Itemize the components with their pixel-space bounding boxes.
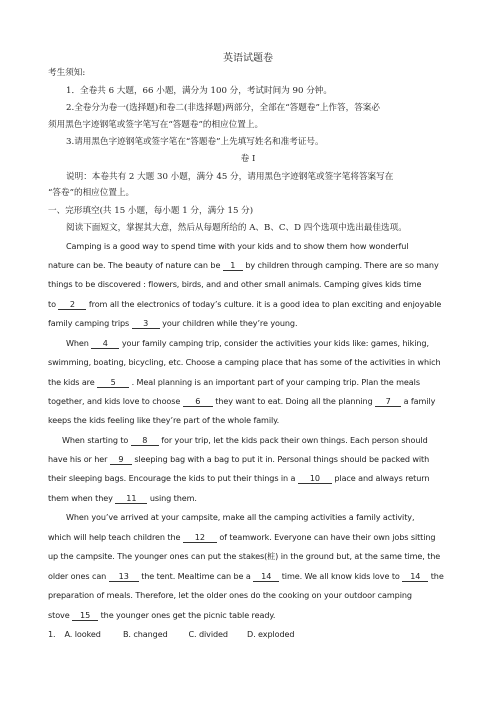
- notice-line-4: 3.请用黑色字迹钢笔或签字笔在“答题卷”上先填写姓名和准考证号。: [66, 137, 324, 147]
- blank-8: 8: [131, 435, 159, 446]
- blank-3: 3: [132, 318, 160, 329]
- notice-line-2: 2.全卷分为卷一(选择题)和卷二(非选择题)两部分，全部在“答题卷”上作答，答案必: [66, 103, 380, 113]
- section-instruction: 阅读下面短文，掌握其大意，然后从每题所给的 A、B、C、D 四个选项中选出最佳选项。: [66, 223, 407, 233]
- option-d: D. exploded: [246, 629, 295, 639]
- blank-2: 2: [58, 299, 86, 310]
- passage-line: When starting to 8 for your trip, let the kids pack their own things. Each person should: [62, 435, 428, 445]
- passage-line: older ones can 13 the tent. Mealtime can be a 14 time. We all know kids love to 14 the: [48, 571, 444, 581]
- section-heading: 一、完形填空(共 15 小题，每小题 1 分，满分 15 分): [48, 206, 254, 216]
- option-a: A. looked: [64, 629, 101, 639]
- question-1-number: 1.: [48, 629, 56, 639]
- passage-line: up the campsite. The younger ones can put the stakes(桩) in the ground but, at the same time, the: [48, 551, 441, 561]
- passage-line: have his or her 9 sleeping bag with a bag to put it in. Personal things should be packed with: [48, 454, 430, 464]
- blank-9: 9: [110, 454, 132, 465]
- blank-5: 5: [97, 377, 129, 388]
- volume-heading: 卷 I: [240, 154, 256, 164]
- passage-line: things to be discovered : flowers, birds, and and other small animals. Camping gives kids time: [48, 279, 422, 289]
- blank-7: 7: [375, 396, 401, 407]
- blank-4: 4: [91, 338, 119, 349]
- option-b: B. changed: [122, 629, 168, 639]
- passage-line: together, and kids love to choose 6 they want to eat. Doing all the planning 7 a family: [48, 396, 436, 406]
- passage-line: nature can be. The beauty of nature can be 1 by children through camping. There are so many: [48, 260, 439, 270]
- page-title: 英语试题卷: [223, 53, 273, 64]
- passage-line: stove 15 the younger ones get the picnic table ready.: [48, 610, 276, 620]
- blank-6: 6: [183, 396, 213, 407]
- passage-line: preparation of meals. Therefore, let the older ones do the cooking on your outdoor camping: [48, 590, 412, 600]
- passage-line: to 2 from all the electronics of today’s culture. it is a good idea to plan exciting and enjoyable: [48, 299, 442, 309]
- blank-10: 10: [298, 473, 332, 484]
- passage-line: Camping is a good way to spend time with your kids and to show them how wonderful: [66, 241, 409, 251]
- passage-line: swimming, boating, bicycling, etc. Choose a camping place that has some of the activities in which: [48, 357, 441, 367]
- blank-14: 14: [253, 571, 279, 582]
- blank-1: 1: [223, 260, 243, 271]
- instruction-line-1: 说明：本卷共有 2 大题 30 小题，满分 45 分，请用黑色字迹钢笔或签字笔将答案写在: [66, 172, 394, 182]
- notice-heading: 考生须知:: [48, 68, 86, 78]
- notice-line-1: 1．全卷共 6 大题，66 小题，满分为 100 分，考试时间为 90 分钟。: [66, 86, 332, 96]
- passage-line: which will help teach children the 12 of teamwork. Everyone can have their own jobs sitting: [48, 532, 436, 542]
- passage-line: When you’ve arrived at your campsite, make all the camping activities a family activity,: [66, 512, 415, 522]
- blank-12: 12: [183, 532, 217, 543]
- blank-14-repeat: 14: [402, 571, 428, 582]
- option-c: C. divided: [188, 629, 228, 639]
- passage-line: the kids are 5 . Meal planning is an important part of your camping trip. Plan the meals: [48, 377, 420, 387]
- passage-line: their sleeping bags. Encourage the kids to put their things in a 10 place and always return: [48, 473, 430, 483]
- question-1-options: [48, 628, 294, 640]
- passage-line: When 4 your family camping trip, consider the activities your kids like: games, hiking,: [66, 338, 429, 348]
- passage-line: them when they 11 using them.: [48, 493, 197, 503]
- passage-line: family camping trips 3 your children while they’re young.: [48, 318, 298, 328]
- instruction-line-2: “答卷”的相应位置上。: [48, 188, 135, 198]
- notice-line-3: 须用黑色字迹钢笔或签字笔写在“答题卷”的相应位置上。: [48, 120, 264, 130]
- blank-13: 13: [109, 571, 139, 582]
- blank-15: 15: [72, 610, 98, 621]
- blank-11: 11: [115, 493, 147, 504]
- passage-line: keeps the kids feeling like they’re part of the whole family.: [48, 415, 280, 425]
